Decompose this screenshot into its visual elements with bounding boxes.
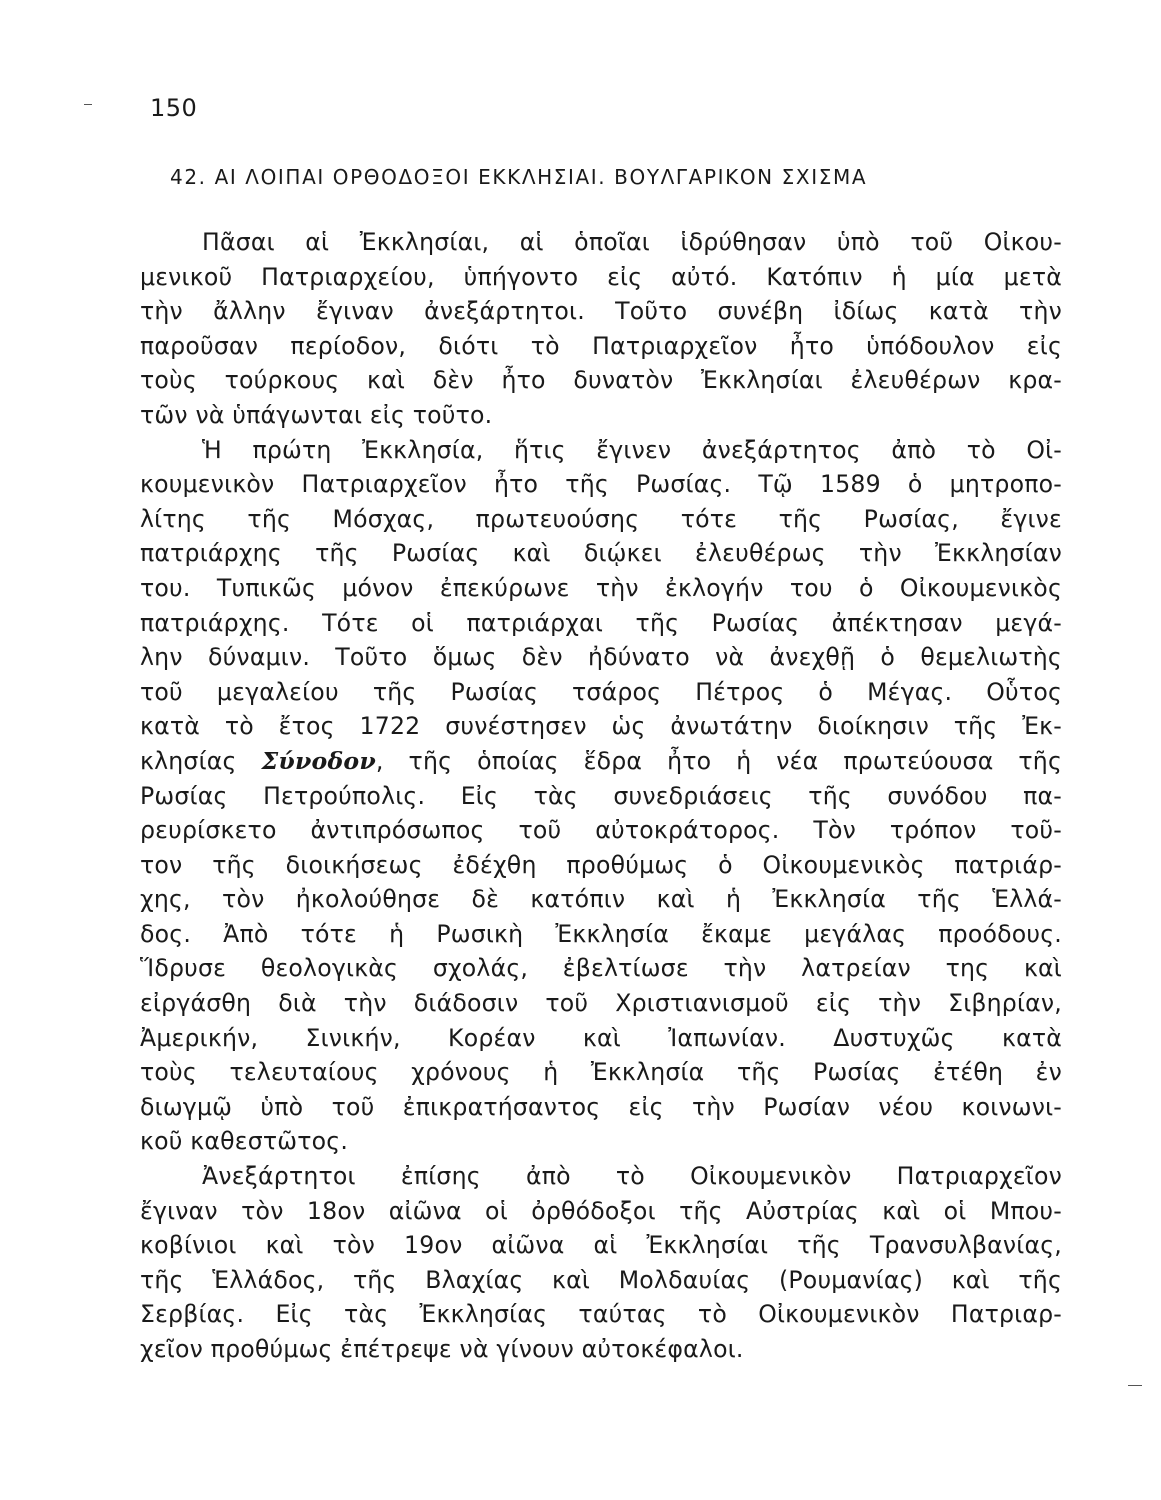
text-line: λην δύναμιν. Τοῦτο ὅμως δὲν ἠδύνατο νὰ ἀνεχθῇ ὁ θεμελιωτὴς [140, 643, 1062, 672]
text-line: μενικοῦ Πατριαρχείου, ὑπήγοντο εἰς αὐτό. Κατόπιν ἡ μία μετὰ [140, 262, 1062, 291]
text-line: εἰργάσθη διὰ τὴν διάδοσιν τοῦ Χριστιανισμοῦ εἰς τὴν Σιβηρίαν, [140, 989, 1062, 1018]
text-line: τὴν ἄλλην ἔγιναν ἀνεξάρτητοι. Τοῦτο συνέβη ἰδίως κατὰ τὴν [140, 297, 1062, 326]
text-line: Ρωσίας Πετρούπολις. Εἰς τὰς συνεδριάσεις τῆς συνόδου πα- [140, 781, 1062, 810]
chapter-heading: 42. ΑΙ ΛΟΙΠΑΙ ΟΡΘΟΔΟΞΟΙ ΕΚΚΛΗΣΙΑΙ. ΒΟΥΛΓΑΡΙΚΟΝ ΣΧΙΣΜΑ [170, 165, 868, 189]
text-line: κατὰ τὸ ἔτος 1722 συνέστησεν ὡς ἀνωτάτην διοίκησιν τῆς Ἐκ- [140, 712, 1062, 741]
text-line: τοὺς τούρκους καὶ δὲν ἦτο δυνατὸν Ἐκκλησίαι ἐλευθέρων κρα- [140, 366, 1062, 395]
text-line: Πᾶσαι αἱ Ἐκκλησίαι, αἱ ὁποῖαι ἱδρύθησαν ὑπὸ τοῦ Οἰκου- [202, 228, 1062, 256]
paragraph-1 [140, 225, 1062, 433]
synod-line [140, 744, 1062, 779]
text-line: του. Τυπικῶς μόνον ἐπεκύρωνε τὴν ἐκλογήν του ὁ Οἰκουμενικὸς [140, 573, 1062, 602]
text-line: τον τῆς διοικήσεως ἐδέχθη προθύμως ὁ Οἰκουμενικὸς πατριάρ- [140, 850, 1062, 879]
text-line: κοῦ καθεστῶτος. [140, 1127, 349, 1156]
text-line: τῆς Ἑλλάδος, τῆς Βλαχίας καὶ Μολδαυίας (Ρουμανίας) καὶ τῆς [140, 1265, 1062, 1294]
text-line: κουμενικὸν Πατριαρχεῖον ἦτο τῆς Ρωσίας. Τῷ 1589 ὁ μητροπο- [140, 470, 1062, 499]
synod-line-after: , τῆς ὁποίας ἕδρα ἦτο ἡ νέα πρωτεύουσα τῆς [375, 746, 1062, 775]
margin-mark-right [1128, 1385, 1142, 1386]
page-number: 150 [150, 94, 198, 122]
text-line: Σερβίας. Εἰς τὰς Ἐκκλησίας ταύτας τὸ Οἰκουμενικὸν Πατριαρ- [140, 1300, 1062, 1329]
emphasis-synodos: Σύνοδον [261, 746, 376, 775]
synod-line-before: κλησίας [140, 746, 262, 775]
text-line: κοβίνιοι καὶ τὸν 19ον αἰῶνα αἱ Ἐκκλησίαι τῆς Τρανσυλβανίας, [140, 1231, 1062, 1260]
text-line: πατριάρχης τῆς Ρωσίας καὶ διῴκει ἐλευθέρως τὴν Ἐκκλησίαν [140, 539, 1062, 568]
paragraph-3 [140, 1159, 1062, 1367]
text-line: ρευρίσκετο ἀντιπρόσωπος τοῦ αὐτοκράτορος. Τὸν τρόπον τοῦ- [140, 816, 1062, 845]
text-line: χεῖον προθύμως ἐπέτρεψε νὰ γίνουν αὐτοκέφαλοι. [140, 1335, 744, 1363]
text-line: δος. Ἀπὸ τότε ἡ Ρωσικὴ Ἐκκλησία ἔκαμε μεγάλας προόδους. [140, 919, 1062, 948]
text-line: Ἡ πρώτη Ἐκκλησία, ἥτις ἔγινεν ἀνεξάρτητος ἀπὸ τὸ Οἰ- [202, 435, 1062, 464]
text-line: πατριάρχης. Τότε οἱ πατριάρχαι τῆς Ρωσίας ἀπέκτησαν μεγά- [140, 608, 1062, 637]
text-line: τοῦ μεγαλείου τῆς Ρωσίας τσάρος Πέτρος ὁ Μέγας. Οὗτος [140, 677, 1062, 706]
text-line: ἔγιναν τὸν 18ον αἰῶνα οἱ ὀρθόδοξοι τῆς Αὐστρίας καὶ οἱ Μπου- [140, 1196, 1062, 1225]
text-line: παροῦσαν περίοδον, διότι τὸ Πατριαρχεῖον ἦτο ὑπόδουλον εἰς [140, 331, 1062, 360]
text-line: Ἀμερικήν, Σινικήν, Κορέαν καὶ Ἰαπωνίαν. Δυστυχῶς κατὰ [140, 1023, 1062, 1052]
body-text [140, 225, 1062, 1367]
text-line: τοὺς τελευταίους χρόνους ἡ Ἐκκλησία τῆς Ρωσίας ἐτέθη ἐν [140, 1058, 1062, 1087]
text-line: τῶν νὰ ὑπάγωνται εἰς τοῦτο. [140, 400, 493, 429]
text-line: Ἵδρυσε θεολογικὰς σχολάς, ἐβελτίωσε τὴν λατρείαν της καὶ [140, 954, 1062, 983]
text-line: Ἀνεξάρτητοι ἐπίσης ἀπὸ τὸ Οἰκουμενικὸν Πατριαρχεῖον [202, 1162, 1062, 1191]
paragraph-2 [140, 433, 1062, 1159]
text-line: λίτης τῆς Μόσχας, πρωτευούσης τότε τῆς Ρωσίας, ἔγινε [140, 504, 1062, 533]
margin-mark-top-left [84, 104, 92, 105]
text-line: διωγμῷ ὑπὸ τοῦ ἐπικρατήσαντος εἰς τὴν Ρωσίαν νέου κοινωνι- [140, 1092, 1062, 1121]
text-line: χης, τὸν ἠκολούθησε δὲ κατόπιν καὶ ἡ Ἐκκλησία τῆς Ἑλλά- [140, 885, 1062, 914]
